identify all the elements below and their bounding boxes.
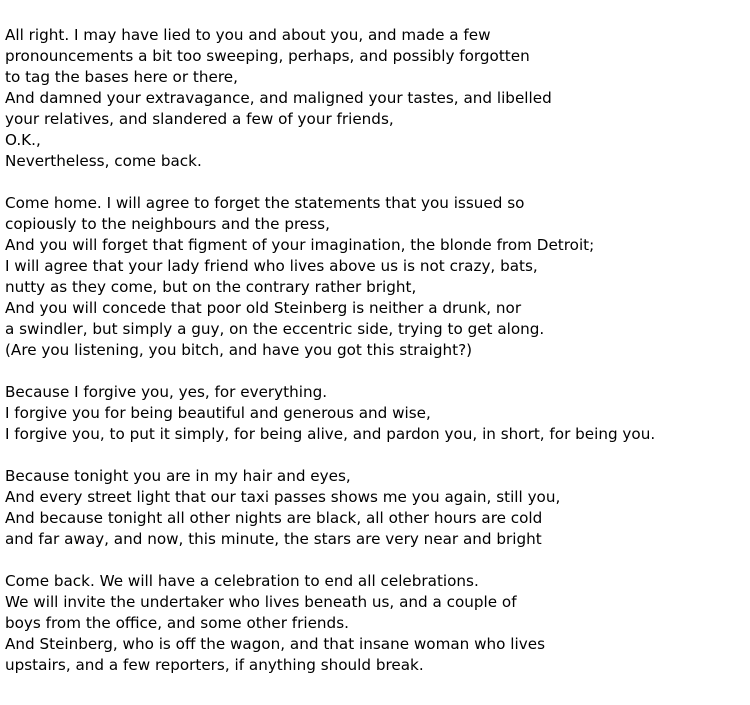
poem-line: O.K., [5,131,41,149]
poem-text [5,25,745,676]
stanza-1 [5,25,745,172]
poem-line: a swindler, but simply a guy, on the eccentric side, trying to get along. [5,320,545,338]
stanza-3 [5,382,745,445]
poem-line: boys from the office, and some other friends. [5,614,349,632]
poem-line: We will invite the undertaker who lives beneath us, and a couple of [5,593,517,611]
poem-line: and far away, and now, this minute, the stars are very near and bright [5,530,542,548]
poem-line: And damned your extravagance, and maligned your tastes, and libelled [5,89,552,107]
stanza-5 [5,571,745,676]
poem-line: Because I forgive you, yes, for everything. [5,383,328,401]
poem-line: to tag the bases here or there, [5,68,238,86]
poem-line: Nevertheless, come back. [5,152,202,170]
poem-line: And because tonight all other nights are black, all other hours are cold [5,509,543,527]
poem-line: I will agree that your lady friend who lives above us is not crazy, bats, [5,257,538,275]
poem-line: Come back. We will have a celebration to end all celebrations. [5,572,479,590]
poem-line: Because tonight you are in my hair and eyes, [5,467,351,485]
poem-line: upstairs, and a few reporters, if anything should break. [5,656,424,674]
poem-line: And every street light that our taxi passes shows me you again, still you, [5,488,561,506]
poem-line: copiously to the neighbours and the press, [5,215,330,233]
stanza-4 [5,466,745,550]
poem-line: And you will concede that poor old Steinberg is neither a drunk, nor [5,299,522,317]
poem-line: your relatives, and slandered a few of your friends, [5,110,394,128]
poem-line: (Are you listening, you bitch, and have you got this straight?) [5,341,473,359]
poem-line: I forgive you for being beautiful and generous and wise, [5,404,431,422]
poem-line: pronouncements a bit too sweeping, perhaps, and possibly forgotten [5,47,530,65]
poem-line: All right. I may have lied to you and about you, and made a few [5,26,491,44]
poem-line: nutty as they come, but on the contrary rather bright, [5,278,417,296]
poem-line: Come home. I will agree to forget the statements that you issued so [5,194,525,212]
poem-line: I forgive you, to put it simply, for being alive, and pardon you, in short, for being you. [5,425,656,443]
stanza-2 [5,193,745,361]
poem-line: And Steinberg, who is off the wagon, and that insane woman who lives [5,635,545,653]
poem-line: And you will forget that figment of your imagination, the blonde from Detroit; [5,236,595,254]
